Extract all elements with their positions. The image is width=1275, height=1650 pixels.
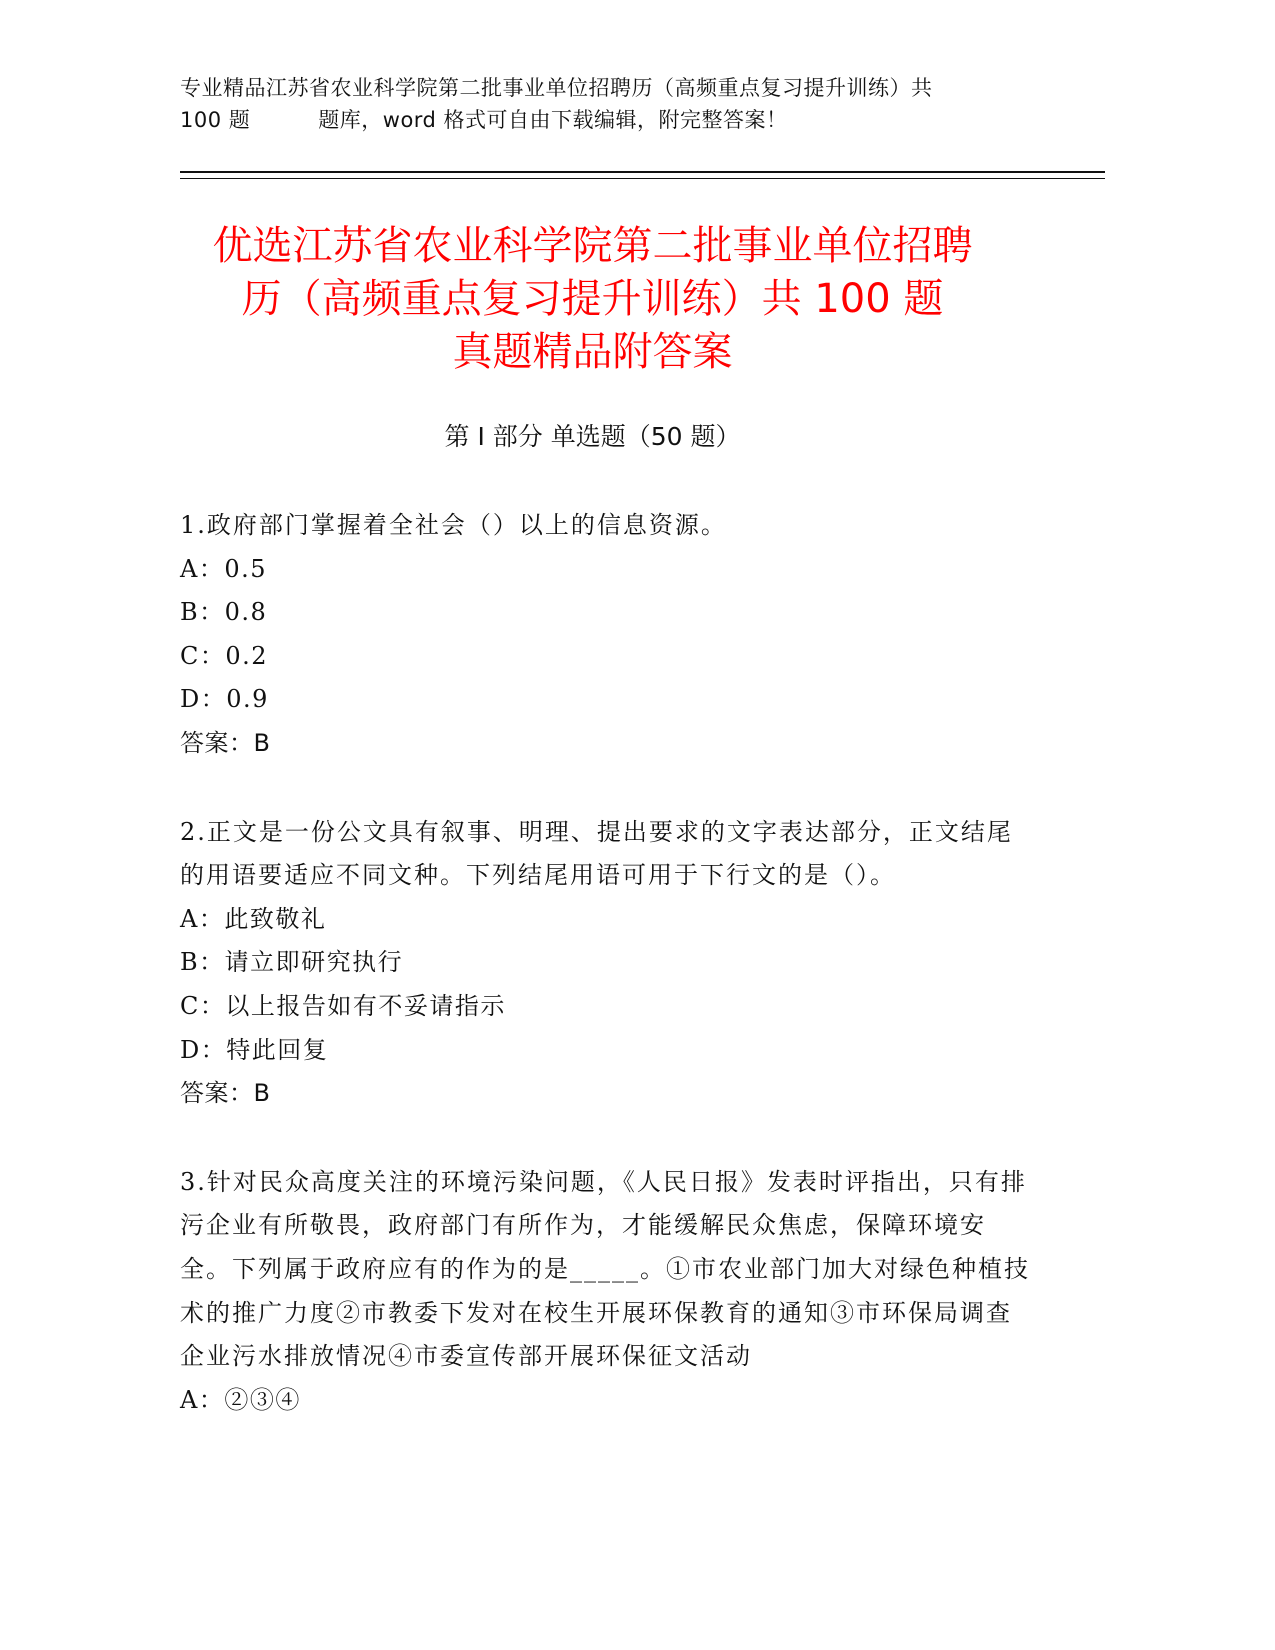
title-line-1: 优选江苏省农业科学院第二批事业单位招聘 — [212, 223, 973, 269]
question-stem: 2.正文是一份公文具有叙事、明理、提出要求的文字表达部分，正文结尾的用语要适应不同文种。下列结尾用语可用于下行文的是（）。 — [180, 817, 1013, 890]
section-heading: 第 I 部分 单选题（50 题） — [444, 422, 741, 451]
answer: 答案：B — [180, 728, 271, 757]
document-title — [180, 220, 1105, 379]
page-header — [180, 72, 1040, 136]
option-d: D：0.9 — [180, 685, 269, 714]
option-d: D：特此回复 — [180, 1035, 329, 1064]
option-a: A：0.5 — [180, 554, 267, 583]
question-stem: 3.针对民众高度关注的环境污染问题，《人民日报》发表时评指出，只有排污企业有所敬畏，政府部门有所作为，才能缓解民众焦虑，保障环境安全。下列属于政府应有的作为的是_____。①市农业部门加大对绿色种植技术的推广力度②市教委下发对在校生开展环保教育的通知③市环保局调查企业污水排放情况④市委宣传部开展环保征文活动 — [180, 1167, 1030, 1371]
title-line-3: 真题精品附答案 — [452, 329, 733, 375]
header-line-2 — [180, 104, 1040, 136]
question-1 — [180, 504, 1030, 766]
title-line-2: 历（高频重点复习提升训练）共 100 题 — [241, 276, 944, 322]
option-c: C：以上报告如有不妥请指示 — [180, 991, 506, 1020]
header-count: 100 题 — [180, 108, 251, 132]
question-list — [180, 504, 1030, 1467]
header-description: 题库，word 格式可自由下载编辑，附完整答案！ — [318, 108, 788, 132]
answer: 答案：B — [180, 1079, 271, 1108]
question-2 — [180, 811, 1030, 1116]
option-c: C：0.2 — [180, 641, 269, 670]
option-a: A：此致敬礼 — [180, 904, 327, 933]
option-b: B：请立即研究执行 — [180, 948, 404, 977]
header-divider-thin — [180, 178, 1105, 179]
header-line-1: 专业精品江苏省农业科学院第二批事业单位招聘历（高频重点复习提升训练）共 — [180, 76, 933, 100]
question-3 — [180, 1161, 1030, 1423]
header-divider-thick — [180, 171, 1105, 173]
option-a: A：②③④ — [180, 1385, 301, 1414]
question-stem: 1.政府部门掌握着全社会（）以上的信息资源。 — [180, 511, 727, 539]
option-b: B：0.8 — [180, 598, 268, 627]
